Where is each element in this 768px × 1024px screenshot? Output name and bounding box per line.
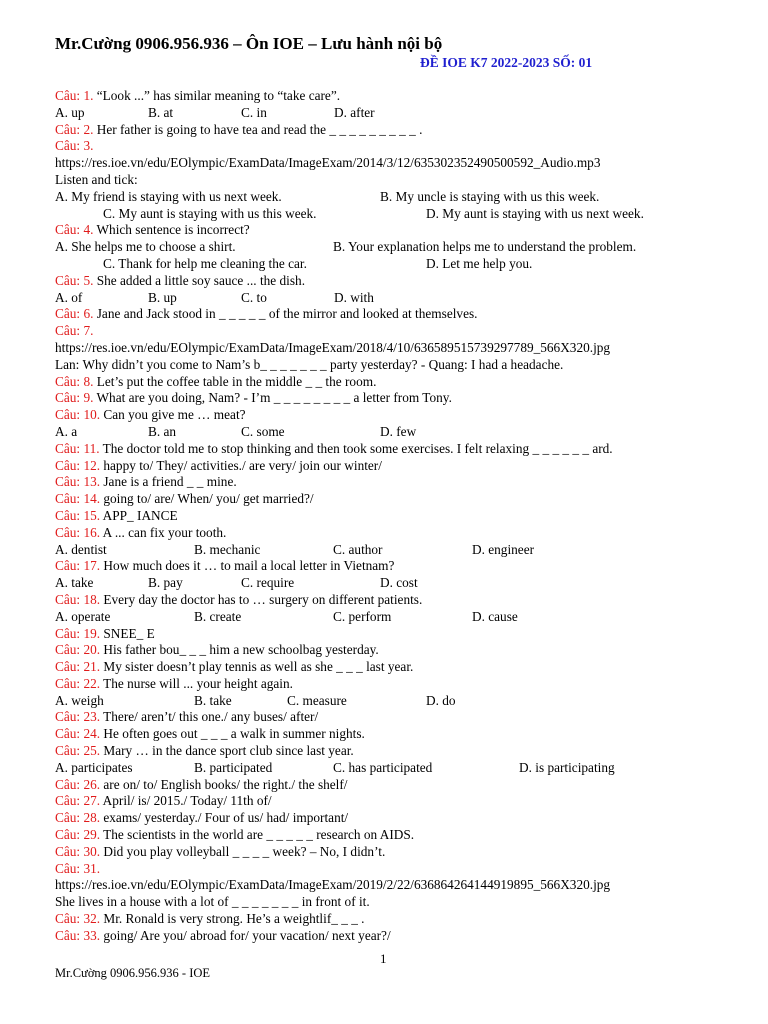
question-number: Câu: 23. bbox=[55, 709, 101, 725]
question-line bbox=[55, 525, 755, 542]
answer-option: B. create bbox=[194, 608, 242, 624]
answer-option: A. operate bbox=[55, 608, 111, 624]
question-text: Can you give me … meat? bbox=[100, 407, 246, 423]
question-line bbox=[55, 793, 755, 810]
answer-options-row bbox=[55, 760, 755, 777]
answer-options-row bbox=[55, 189, 755, 206]
answer-option: D. cause bbox=[472, 608, 518, 624]
question-number: Câu: 22. bbox=[55, 675, 101, 691]
question-line bbox=[55, 827, 755, 844]
exam-subtitle: ĐỀ IOE K7 2022-2023 SỐ: 01 bbox=[420, 55, 593, 70]
question-text: Mr. Ronald is very strong. He’s a weightlif_ _ _ . bbox=[100, 911, 365, 927]
answer-options-row bbox=[55, 239, 755, 256]
question-text: Let’s put the coffee table in the middle _ _ the room. bbox=[93, 373, 377, 389]
answer-option: D. after bbox=[334, 104, 375, 120]
question-number: Câu: 27. bbox=[55, 793, 101, 809]
question-number: Câu: 19. bbox=[55, 625, 101, 641]
question-number: Câu: 5. bbox=[55, 272, 94, 288]
question-number: Câu: 12. bbox=[55, 457, 101, 473]
question-number: Câu: 28. bbox=[55, 810, 101, 826]
question-line bbox=[55, 441, 755, 458]
question-number: Câu: 14. bbox=[55, 491, 101, 507]
question-text-line bbox=[55, 340, 755, 357]
answer-option: A. a bbox=[55, 423, 78, 439]
answer-options-row bbox=[55, 290, 755, 307]
answer-options-row bbox=[55, 256, 755, 273]
answer-option: A. My friend is staying with us next week. bbox=[55, 188, 282, 204]
question-line bbox=[55, 844, 755, 861]
question-number: Câu: 18. bbox=[55, 591, 101, 607]
answer-option: D. few bbox=[380, 423, 417, 439]
question-number: Câu: 13. bbox=[55, 474, 101, 490]
question-number: Câu: 8. bbox=[55, 373, 94, 389]
question-number: Câu: 11. bbox=[55, 440, 100, 456]
question-text: exams/ yesterday./ Four of us/ had/ important/ bbox=[100, 810, 349, 826]
question-number: Câu: 10. bbox=[55, 407, 101, 423]
page-title: Mr.Cường 0906.956.936 – Ôn IOE – Lưu hành nội bộ bbox=[55, 34, 443, 53]
question-line bbox=[55, 743, 755, 760]
question-line bbox=[55, 810, 755, 827]
answer-option: B. mechanic bbox=[194, 541, 261, 557]
answer-options-row bbox=[55, 105, 755, 122]
answer-option: A. of bbox=[55, 289, 83, 305]
question-line bbox=[55, 273, 755, 290]
answer-option: B. participated bbox=[194, 759, 273, 775]
answer-options-row bbox=[55, 693, 755, 710]
question-line bbox=[55, 374, 755, 391]
question-number: Câu: 1. bbox=[55, 88, 94, 103]
question-text: going to/ are/ When/ you/ get married?/ bbox=[100, 491, 314, 507]
question-line bbox=[55, 777, 755, 794]
question-text: She lives in a house with a lot of _ _ _ _ _ _ _ in front of it. bbox=[55, 894, 370, 910]
question-line bbox=[55, 726, 755, 743]
answer-option: A. participates bbox=[55, 759, 133, 775]
question-number: Câu: 20. bbox=[55, 642, 101, 658]
question-line bbox=[55, 138, 755, 155]
question-text: are on/ to/ English books/ the right./ the shelf/ bbox=[100, 776, 348, 792]
question-text: The nurse will ... your height again. bbox=[100, 675, 293, 691]
question-text: Jane is a friend _ _ mine. bbox=[100, 474, 237, 490]
question-line bbox=[55, 122, 755, 139]
question-number: Câu: 3. bbox=[55, 138, 94, 154]
answer-option: C. measure bbox=[287, 692, 347, 708]
answer-option: C. My aunt is staying with us this week. bbox=[103, 205, 317, 221]
question-text: A ... can fix your tooth. bbox=[100, 524, 227, 540]
answer-option: C. in bbox=[241, 104, 267, 120]
question-text: The doctor told me to stop thinking and then took some exercises. I felt relaxing _ _ _ _ _ _ ard. bbox=[99, 440, 613, 456]
question-text: Lan: Why didn’t you come to Nam’s b_ _ _ _ _ _ _ party yesterday? - Quang: I had a headache. bbox=[55, 356, 564, 372]
answer-option: D. do bbox=[426, 692, 456, 708]
question-number: Câu: 7. bbox=[55, 323, 94, 339]
question-line bbox=[55, 491, 755, 508]
answer-option: C. Thank for help me cleaning the car. bbox=[103, 255, 307, 271]
page-number: 1 bbox=[380, 951, 387, 966]
question-line bbox=[55, 407, 755, 424]
question-text: Jane and Jack stood in _ _ _ _ _ of the mirror and looked at themselves. bbox=[93, 306, 478, 322]
question-line bbox=[55, 508, 755, 525]
question-text: https://res.ioe.vn/edu/EOlympic/ExamData/ImageExam/2019/2/22/636864264144919895_566X320.jpg bbox=[55, 877, 611, 893]
answer-option: D. cost bbox=[380, 575, 418, 591]
question-text: Did you play volleyball _ _ _ _ week? – No, I didn’t. bbox=[100, 843, 386, 859]
question-number: Câu: 30. bbox=[55, 843, 101, 859]
question-text-line bbox=[55, 172, 755, 189]
answer-option: B. up bbox=[148, 289, 177, 305]
answer-option: A. dentist bbox=[55, 541, 107, 557]
question-number: Câu: 16. bbox=[55, 524, 101, 540]
question-text: Mary … in the dance sport club since last year. bbox=[100, 743, 354, 759]
answer-option: B. an bbox=[148, 423, 177, 439]
question-line bbox=[55, 861, 755, 878]
answer-option: B. take bbox=[194, 692, 232, 708]
answer-option: B. Your explanation helps me to understand the problem. bbox=[333, 239, 637, 255]
question-line bbox=[55, 642, 755, 659]
question-line bbox=[55, 458, 755, 475]
question-number: Câu: 21. bbox=[55, 659, 101, 675]
question-number: Câu: 29. bbox=[55, 827, 101, 843]
question-text: Listen and tick: bbox=[55, 171, 138, 187]
answer-options-row bbox=[55, 542, 755, 559]
question-text: Her father is going to have tea and read the _ _ _ _ _ _ _ _ _ . bbox=[93, 121, 423, 137]
answer-option: D. My aunt is staying with us next week. bbox=[426, 205, 644, 221]
question-text: There/ aren’t/ this one./ any buses/ after/ bbox=[100, 709, 319, 725]
question-text: SNEE_ E bbox=[100, 625, 155, 641]
question-text: He often goes out _ _ _ a walk in summer nights. bbox=[100, 726, 365, 742]
question-line bbox=[55, 558, 755, 575]
question-number: Câu: 2. bbox=[55, 121, 94, 137]
question-list bbox=[55, 88, 755, 945]
question-text-line bbox=[55, 894, 755, 911]
question-number: Câu: 17. bbox=[55, 558, 101, 574]
question-number: Câu: 4. bbox=[55, 222, 94, 238]
answer-option: C. some bbox=[241, 423, 285, 439]
answer-option: D. engineer bbox=[472, 541, 535, 557]
question-line bbox=[55, 659, 755, 676]
question-line bbox=[55, 626, 755, 643]
question-text-line bbox=[55, 155, 755, 172]
question-number: Câu: 24. bbox=[55, 726, 101, 742]
answer-option: C. has participated bbox=[333, 759, 433, 775]
question-number: Câu: 32. bbox=[55, 911, 101, 927]
answer-option: C. to bbox=[241, 289, 267, 305]
question-text: Every day the doctor has to … surgery on different patients. bbox=[100, 591, 423, 607]
answer-option: B. at bbox=[148, 104, 174, 120]
question-number: Câu: 9. bbox=[55, 390, 94, 406]
answer-option: A. up bbox=[55, 104, 85, 120]
answer-option: D. with bbox=[334, 289, 374, 305]
answer-option: D. Let me help you. bbox=[426, 255, 533, 271]
question-text-line bbox=[55, 357, 755, 374]
question-text: going/ Are you/ abroad for/ your vacation/ next year?/ bbox=[100, 927, 391, 943]
question-text: The scientists in the world are _ _ _ _ _ research on AIDS. bbox=[100, 827, 415, 843]
answer-option: A. She helps me to choose a shirt. bbox=[55, 239, 236, 255]
question-number: Câu: 15. bbox=[55, 507, 101, 523]
question-text: https://res.ioe.vn/edu/EOlympic/ExamData/ImageExam/2018/4/10/636589515739297789_566X320.jpg bbox=[55, 339, 611, 355]
question-text: APP_ IANCE bbox=[100, 507, 178, 523]
question-text: April/ is/ 2015./ Today/ 11th of/ bbox=[100, 793, 272, 809]
question-text-line bbox=[55, 877, 755, 894]
question-text: What are you doing, Nam? - I’m _ _ _ _ _ _ _ _ a letter from Tony. bbox=[93, 390, 452, 406]
question-text: happy to/ They/ activities./ are very/ join our winter/ bbox=[100, 457, 382, 473]
question-text: How much does it … to mail a local letter in Vietnam? bbox=[100, 558, 395, 574]
answer-option: C. require bbox=[241, 575, 295, 591]
question-line bbox=[55, 474, 755, 491]
question-text: My sister doesn’t play tennis as well as she _ _ _ last year. bbox=[100, 659, 414, 675]
question-line bbox=[55, 911, 755, 928]
answer-option: C. author bbox=[333, 541, 383, 557]
question-text: She added a little soy sauce ... the dish. bbox=[93, 272, 306, 288]
question-text: https://res.ioe.vn/edu/EOlympic/ExamData/ImageExam/2014/3/12/635302352490500592_Audio.mp3 bbox=[55, 155, 601, 171]
answer-option: D. is participating bbox=[519, 759, 615, 775]
answer-option: A. weigh bbox=[55, 692, 104, 708]
question-line bbox=[55, 928, 755, 945]
question-number: Câu: 25. bbox=[55, 743, 101, 759]
answer-option: A. take bbox=[55, 575, 94, 591]
question-text: “Look ...” has similar meaning to “take care”. bbox=[93, 88, 341, 103]
question-number: Câu: 33. bbox=[55, 927, 101, 943]
footer-text: Mr.Cường 0906.956.936 - IOE bbox=[55, 966, 211, 980]
question-line bbox=[55, 306, 755, 323]
question-number: Câu: 31. bbox=[55, 860, 101, 876]
answer-options-row bbox=[55, 424, 755, 441]
question-line bbox=[55, 709, 755, 726]
answer-options-row bbox=[55, 575, 755, 592]
answer-options-row bbox=[55, 206, 755, 223]
question-text: His father bou_ _ _ him a new schoolbag yesterday. bbox=[100, 642, 379, 658]
question-line bbox=[55, 323, 755, 340]
answer-options-row bbox=[55, 609, 755, 626]
question-line bbox=[55, 222, 755, 239]
answer-option: C. perform bbox=[333, 608, 392, 624]
answer-option: B. pay bbox=[148, 575, 183, 591]
question-text: Which sentence is incorrect? bbox=[93, 222, 250, 238]
answer-option: B. My uncle is staying with us this week. bbox=[380, 188, 600, 204]
question-line bbox=[55, 88, 755, 105]
question-line bbox=[55, 676, 755, 693]
question-number: Câu: 6. bbox=[55, 306, 94, 322]
question-line bbox=[55, 592, 755, 609]
question-number: Câu: 26. bbox=[55, 776, 101, 792]
question-line bbox=[55, 390, 755, 407]
